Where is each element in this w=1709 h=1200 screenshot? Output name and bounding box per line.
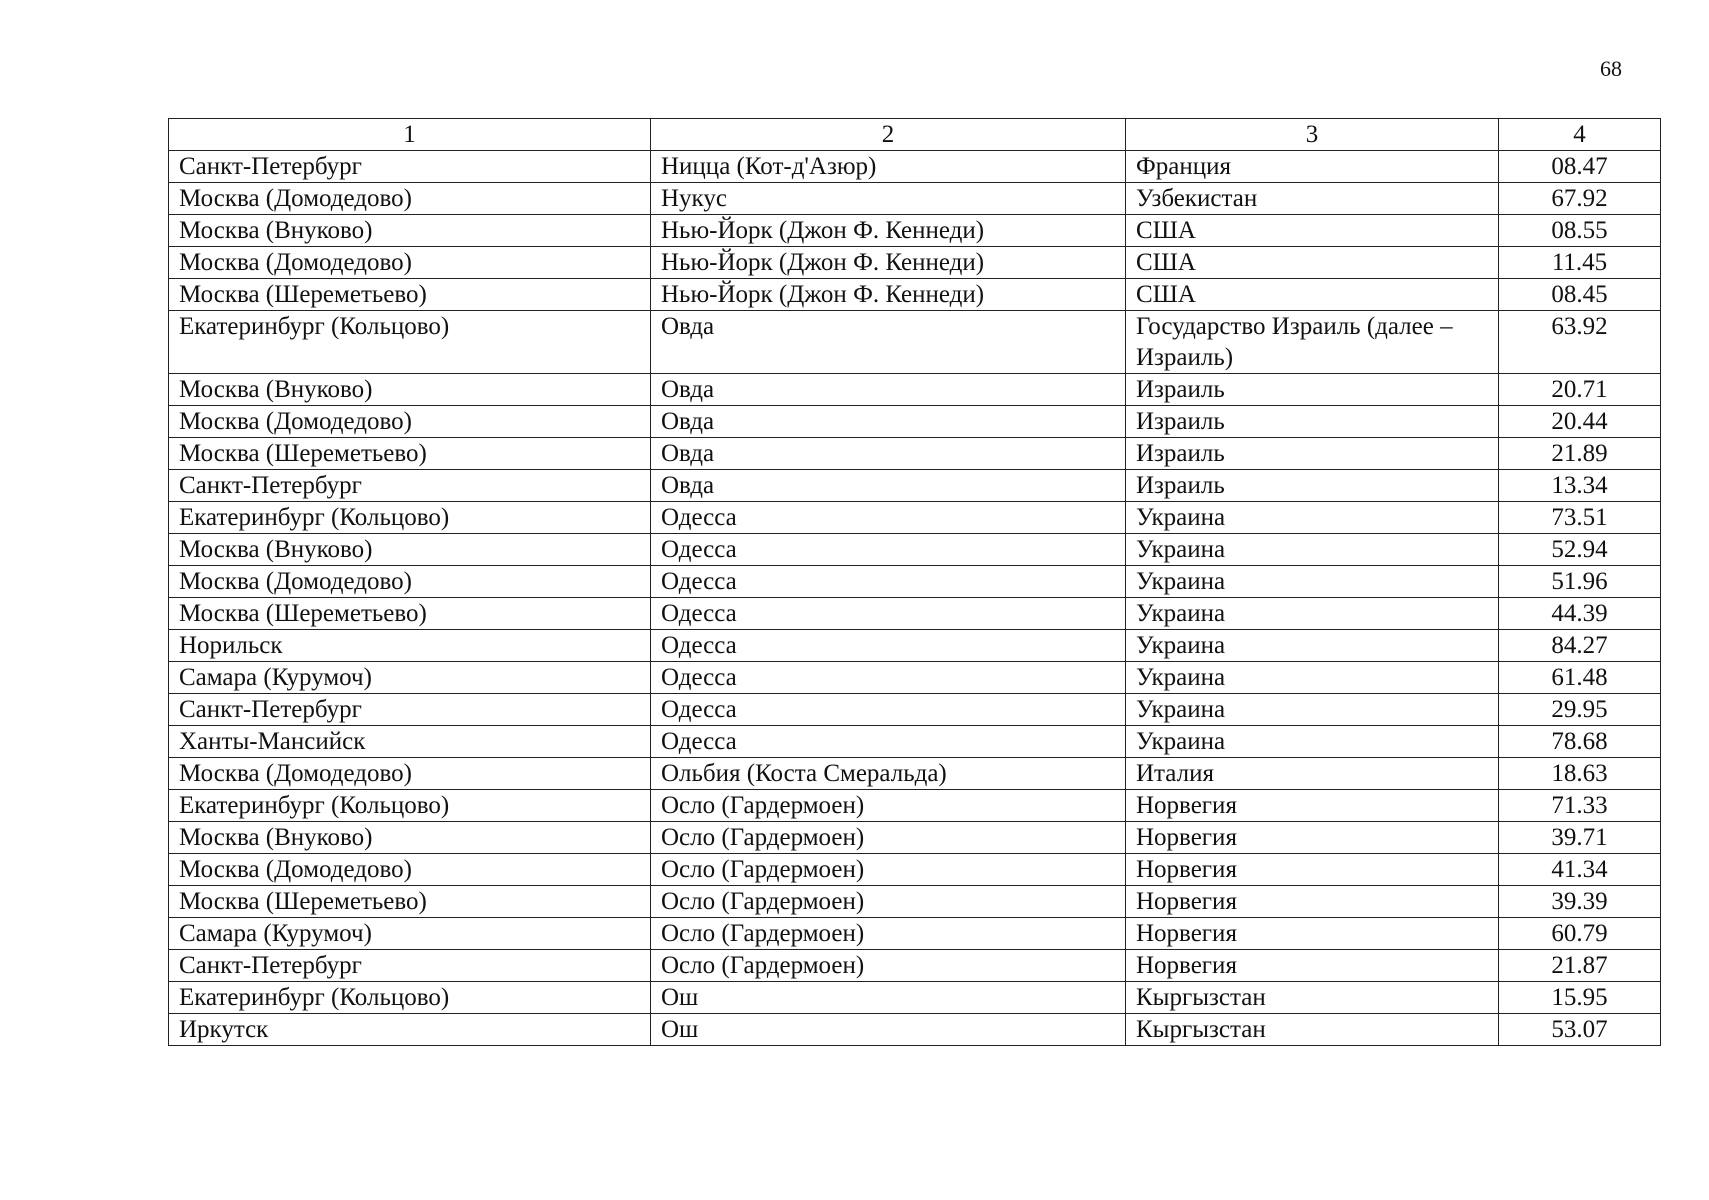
destination-cell: Одесса — [651, 726, 1126, 758]
table-row — [169, 918, 1661, 950]
origin-cell: Екатеринбург (Кольцово) — [169, 311, 651, 374]
value-cell: 60.79 — [1499, 918, 1661, 950]
country-cell: США — [1126, 215, 1499, 247]
table-row — [169, 822, 1661, 854]
country-cell: Норвегия — [1126, 854, 1499, 886]
origin-cell: Москва (Домодедово) — [169, 406, 651, 438]
page-number: 68 — [1600, 56, 1622, 81]
destination-cell: Нью-Йорк (Джон Ф. Кеннеди) — [651, 247, 1126, 279]
country-cell: Государство Израиль (далее – Израиль) — [1126, 311, 1499, 374]
table-row — [169, 311, 1661, 374]
destination-cell: Осло (Гардермоен) — [651, 790, 1126, 822]
country-cell: Норвегия — [1126, 886, 1499, 918]
country-cell: Италия — [1126, 758, 1499, 790]
destination-cell: Овда — [651, 374, 1126, 406]
origin-cell: Самара (Курумоч) — [169, 662, 651, 694]
country-cell: Израиль — [1126, 470, 1499, 502]
column-header-4: 4 — [1499, 119, 1661, 151]
table-row — [169, 630, 1661, 662]
destination-cell: Ош — [651, 1014, 1126, 1046]
table-header — [169, 119, 1661, 151]
column-header-1: 1 — [169, 119, 651, 151]
value-cell: 61.48 — [1499, 662, 1661, 694]
country-cell: Узбекистан — [1126, 183, 1499, 215]
origin-cell: Москва (Домодедово) — [169, 247, 651, 279]
value-cell: 18.63 — [1499, 758, 1661, 790]
destination-cell: Одесса — [651, 566, 1126, 598]
table-row — [169, 566, 1661, 598]
origin-cell: Москва (Внуково) — [169, 534, 651, 566]
value-cell: 53.07 — [1499, 1014, 1661, 1046]
table-row — [169, 151, 1661, 183]
table-row — [169, 215, 1661, 247]
table-row — [169, 502, 1661, 534]
destination-cell: Осло (Гардермоен) — [651, 886, 1126, 918]
value-cell: 44.39 — [1499, 598, 1661, 630]
destination-cell: Овда — [651, 406, 1126, 438]
origin-cell: Москва (Внуково) — [169, 374, 651, 406]
origin-cell: Екатеринбург (Кольцово) — [169, 982, 651, 1014]
table-row — [169, 854, 1661, 886]
column-header-2: 2 — [651, 119, 1126, 151]
country-cell: Норвегия — [1126, 950, 1499, 982]
value-cell: 20.71 — [1499, 374, 1661, 406]
destination-cell: Одесса — [651, 502, 1126, 534]
value-cell: 39.39 — [1499, 886, 1661, 918]
destination-cell: Осло (Гардермоен) — [651, 918, 1126, 950]
table-row — [169, 438, 1661, 470]
routes-table — [168, 118, 1661, 1046]
country-cell: Кыргызстан — [1126, 982, 1499, 1014]
country-cell: Норвегия — [1126, 790, 1499, 822]
destination-cell: Одесса — [651, 694, 1126, 726]
value-cell: 71.33 — [1499, 790, 1661, 822]
origin-cell: Москва (Внуково) — [169, 215, 651, 247]
table-body — [169, 151, 1661, 1046]
destination-cell: Нью-Йорк (Джон Ф. Кеннеди) — [651, 279, 1126, 311]
table-row — [169, 598, 1661, 630]
value-cell: 78.68 — [1499, 726, 1661, 758]
table-row — [169, 758, 1661, 790]
origin-cell: Иркутск — [169, 1014, 651, 1046]
value-cell: 67.92 — [1499, 183, 1661, 215]
origin-cell: Санкт-Петербург — [169, 694, 651, 726]
destination-cell: Нью-Йорк (Джон Ф. Кеннеди) — [651, 215, 1126, 247]
value-cell: 63.92 — [1499, 311, 1661, 374]
table-row — [169, 790, 1661, 822]
country-cell: Норвегия — [1126, 918, 1499, 950]
table-row — [169, 950, 1661, 982]
origin-cell: Санкт-Петербург — [169, 950, 651, 982]
destination-cell: Овда — [651, 438, 1126, 470]
origin-cell: Москва (Домодедово) — [169, 566, 651, 598]
destination-cell: Одесса — [651, 630, 1126, 662]
value-cell: 08.55 — [1499, 215, 1661, 247]
origin-cell: Санкт-Петербург — [169, 470, 651, 502]
country-cell: Израиль — [1126, 406, 1499, 438]
table-row — [169, 374, 1661, 406]
value-cell: 21.89 — [1499, 438, 1661, 470]
origin-cell: Москва (Шереметьево) — [169, 598, 651, 630]
table-row — [169, 470, 1661, 502]
value-cell: 39.71 — [1499, 822, 1661, 854]
origin-cell: Ханты-Мансийск — [169, 726, 651, 758]
origin-cell: Москва (Домодедово) — [169, 183, 651, 215]
table-row — [169, 886, 1661, 918]
destination-cell: Одесса — [651, 662, 1126, 694]
destination-cell: Осло (Гардермоен) — [651, 822, 1126, 854]
destination-cell: Овда — [651, 311, 1126, 374]
table-row — [169, 183, 1661, 215]
column-header-3: 3 — [1126, 119, 1499, 151]
table-row — [169, 247, 1661, 279]
value-cell: 08.45 — [1499, 279, 1661, 311]
value-cell: 15.95 — [1499, 982, 1661, 1014]
table-row — [169, 694, 1661, 726]
origin-cell: Москва (Шереметьево) — [169, 279, 651, 311]
table-row — [169, 662, 1661, 694]
country-cell: Украина — [1126, 726, 1499, 758]
origin-cell: Москва (Домодедово) — [169, 758, 651, 790]
table-row — [169, 279, 1661, 311]
origin-cell: Екатеринбург (Кольцово) — [169, 790, 651, 822]
destination-cell: Нукус — [651, 183, 1126, 215]
origin-cell: Екатеринбург (Кольцово) — [169, 502, 651, 534]
country-cell: Израиль — [1126, 374, 1499, 406]
destination-cell: Ольбия (Коста Смеральда) — [651, 758, 1126, 790]
country-cell: Норвегия — [1126, 822, 1499, 854]
country-cell: США — [1126, 247, 1499, 279]
value-cell: 73.51 — [1499, 502, 1661, 534]
origin-cell: Москва (Шереметьево) — [169, 886, 651, 918]
country-cell: Франция — [1126, 151, 1499, 183]
table-row — [169, 534, 1661, 566]
value-cell: 41.34 — [1499, 854, 1661, 886]
destination-cell: Одесса — [651, 598, 1126, 630]
table-row — [169, 1014, 1661, 1046]
table-row — [169, 726, 1661, 758]
destination-cell: Одесса — [651, 534, 1126, 566]
table-row — [169, 406, 1661, 438]
value-cell: 84.27 — [1499, 630, 1661, 662]
value-cell: 08.47 — [1499, 151, 1661, 183]
destination-cell: Ницца (Кот-д'Азюр) — [651, 151, 1126, 183]
country-cell: Украина — [1126, 534, 1499, 566]
value-cell: 13.34 — [1499, 470, 1661, 502]
country-cell: Кыргызстан — [1126, 1014, 1499, 1046]
value-cell: 20.44 — [1499, 406, 1661, 438]
value-cell: 21.87 — [1499, 950, 1661, 982]
country-cell: США — [1126, 279, 1499, 311]
origin-cell: Москва (Внуково) — [169, 822, 651, 854]
table-row — [169, 982, 1661, 1014]
country-cell: Украина — [1126, 566, 1499, 598]
origin-cell: Санкт-Петербург — [169, 151, 651, 183]
country-cell: Украина — [1126, 502, 1499, 534]
destination-cell: Овда — [651, 470, 1126, 502]
country-cell: Украина — [1126, 598, 1499, 630]
value-cell: 51.96 — [1499, 566, 1661, 598]
destination-cell: Осло (Гардермоен) — [651, 854, 1126, 886]
country-cell: Израиль — [1126, 438, 1499, 470]
origin-cell: Москва (Шереметьево) — [169, 438, 651, 470]
origin-cell: Самара (Курумоч) — [169, 918, 651, 950]
country-cell: Украина — [1126, 662, 1499, 694]
header-row — [169, 119, 1661, 151]
value-cell: 52.94 — [1499, 534, 1661, 566]
country-cell: Украина — [1126, 694, 1499, 726]
origin-cell: Норильск — [169, 630, 651, 662]
country-cell: Украина — [1126, 630, 1499, 662]
origin-cell: Москва (Домодедово) — [169, 854, 651, 886]
destination-cell: Ош — [651, 982, 1126, 1014]
destination-cell: Осло (Гардермоен) — [651, 950, 1126, 982]
value-cell: 29.95 — [1499, 694, 1661, 726]
value-cell: 11.45 — [1499, 247, 1661, 279]
